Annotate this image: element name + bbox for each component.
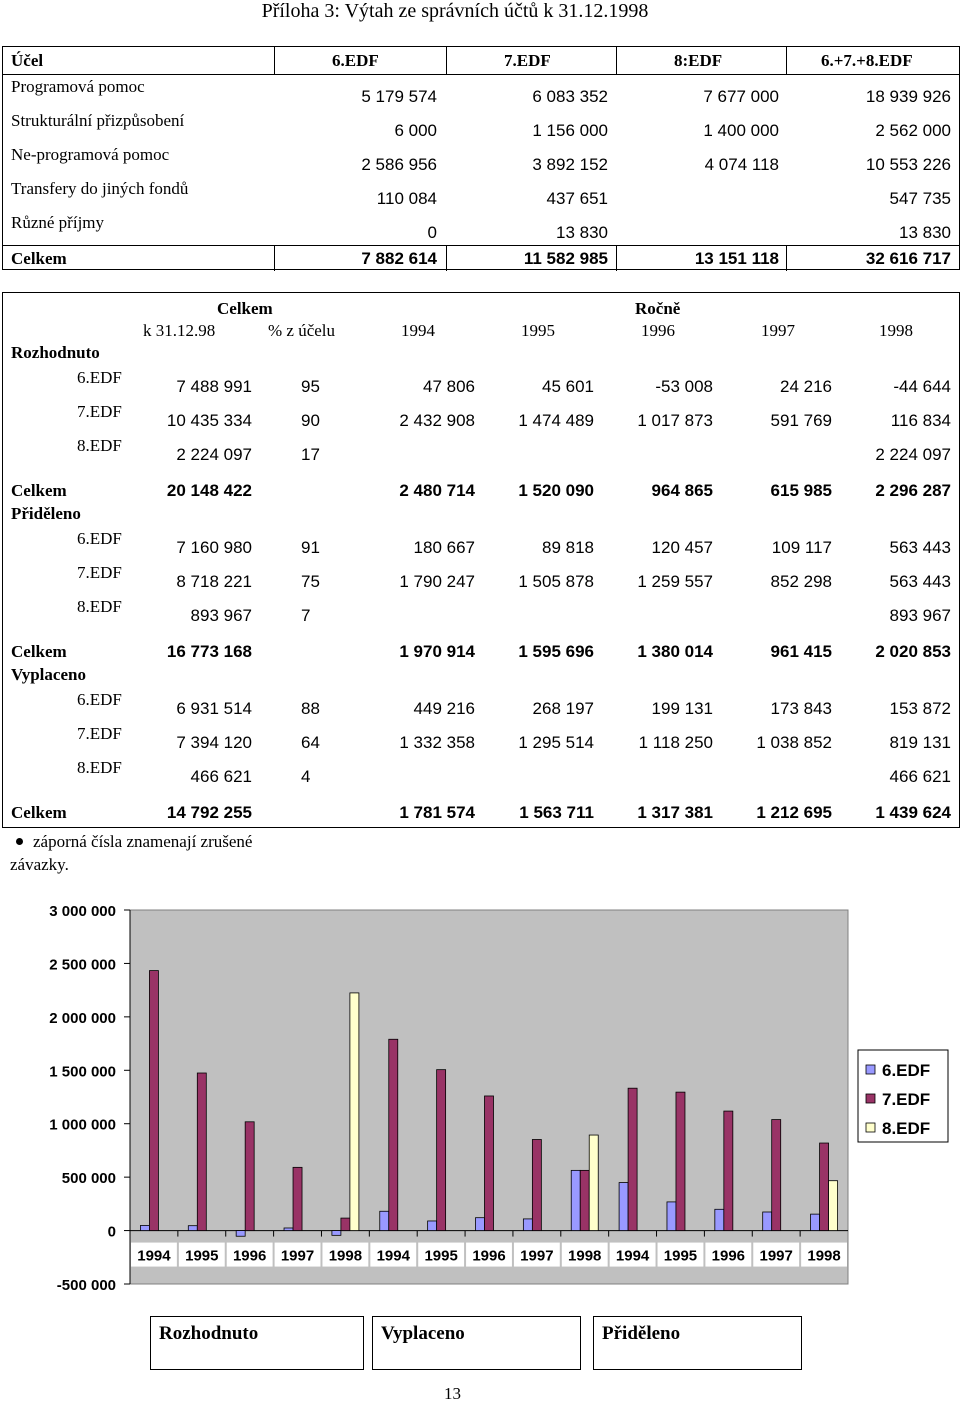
- cell-year-value: 449 216: [413, 699, 475, 718]
- bar-7edf: [772, 1120, 781, 1231]
- section-total-year: 615 985: [770, 481, 832, 500]
- cell-year-value: 2 432 908: [399, 411, 475, 430]
- bar-7edf: [820, 1143, 829, 1231]
- bar-6edf: [715, 1209, 724, 1230]
- bar-7edf: [245, 1122, 254, 1231]
- bar-7edf: [628, 1088, 637, 1230]
- cell-year-value: 563 443: [889, 572, 951, 591]
- bar-6edf: [236, 1231, 245, 1237]
- footnote: záporná čísla znamenají zrušené závazky.: [10, 832, 253, 874]
- cell-total: 7 488 991: [176, 377, 252, 396]
- page-number: 13: [444, 1384, 461, 1403]
- cell: 3 892 152: [532, 155, 608, 174]
- cell-year-value: 199 131: [651, 699, 713, 718]
- y-tick-label: 2 000 000: [49, 1009, 116, 1027]
- bar-6edf: [476, 1218, 485, 1231]
- header-7edf: 7.EDF: [504, 51, 551, 70]
- section-total-year: 2 480 714: [399, 481, 475, 500]
- row-label: Transfery do jiných fondů: [11, 179, 189, 198]
- row-label: Různé příjmy: [11, 213, 105, 232]
- header-year: 1994: [401, 321, 435, 340]
- bar-7edf: [389, 1039, 398, 1230]
- bar-7edf: [724, 1111, 733, 1230]
- legend-swatch: [866, 1065, 875, 1074]
- section-total-year: 2 296 287: [875, 481, 951, 500]
- cell: 0: [427, 223, 437, 242]
- header-purpose: Účel: [11, 51, 44, 70]
- cell-year-value: 1 259 557: [637, 572, 713, 591]
- cell-percent: 91: [301, 538, 320, 557]
- category-label: 1995: [663, 1247, 698, 1265]
- cell-year-value: 1 017 873: [637, 411, 713, 430]
- group-label-vyplaceno: Vyplaceno: [372, 1316, 581, 1370]
- bar-6edf: [380, 1211, 389, 1230]
- category-label: 1997: [280, 1247, 315, 1265]
- section-total-value: 14 792 255: [166, 803, 252, 822]
- edf-label: 7.EDF: [77, 724, 122, 743]
- bar-6edf: [332, 1231, 341, 1236]
- header-total: Celkem: [217, 299, 273, 318]
- bar-7edf: [580, 1170, 589, 1230]
- header-6edf: 6.EDF: [332, 51, 379, 70]
- edf-label: 8.EDF: [77, 597, 122, 616]
- cell-total: 10 435 334: [166, 411, 252, 430]
- cell-year-value: 153 872: [889, 699, 951, 718]
- cell-total: 893 967: [190, 606, 252, 625]
- cell-year-value: 819 131: [889, 733, 951, 752]
- y-tick-label: -500 000: [56, 1277, 116, 1294]
- cell-total: 6 931 514: [176, 699, 252, 718]
- category-label: 1996: [232, 1247, 267, 1265]
- cell-percent: 90: [301, 411, 320, 430]
- cell-year-value: 116 834: [890, 411, 951, 430]
- cell-year-value: 466 621: [889, 767, 951, 786]
- category-label: 1997: [520, 1247, 554, 1265]
- cell-year-value: 2 224 097: [875, 445, 951, 464]
- bar-8edf: [589, 1135, 598, 1231]
- header-year: 1995: [521, 321, 555, 340]
- header-total-date: k 31.12.98: [143, 321, 216, 340]
- edf-label: 6.EDF: [77, 690, 122, 709]
- cell: 1 400 000: [703, 121, 779, 140]
- section-total-year: 961 415: [770, 642, 832, 661]
- page-title: Příloha 3: Výtah ze správních účtů k 31.12.1998: [261, 0, 649, 22]
- section-total-year: 1 317 381: [637, 803, 713, 822]
- edf-label: 8.EDF: [77, 436, 122, 455]
- row-label: Strukturální přizpůsobení: [11, 111, 185, 130]
- cell-year-value: 1 118 250: [638, 733, 713, 752]
- cell: 110 084: [376, 189, 437, 208]
- header-percent: % z účelu: [268, 321, 336, 340]
- bar-7edf: [293, 1167, 302, 1230]
- bar-7edf: [485, 1096, 494, 1231]
- cell: 6 000: [394, 121, 437, 140]
- bar-7edf: [437, 1070, 446, 1231]
- bar-7edf: [341, 1218, 350, 1230]
- cell-year-value: 47 806: [423, 377, 475, 396]
- cell-percent: 17: [301, 445, 320, 464]
- bar-7edf: [676, 1092, 685, 1230]
- cell-total: 7 160 980: [176, 538, 252, 557]
- cell-total: 466 621: [190, 767, 252, 786]
- section-total-year: 1 595 696: [518, 642, 594, 661]
- cell: 2 586 956: [361, 155, 437, 174]
- bar-6edf: [811, 1214, 820, 1230]
- cell-percent: 95: [301, 377, 320, 396]
- cell-total: 7 394 120: [176, 733, 252, 752]
- cell: 547 735: [889, 189, 951, 208]
- group-label-rozhodnuto: Rozhodnuto: [150, 1316, 364, 1370]
- section-title: Přiděleno: [11, 504, 81, 523]
- category-label: 1994: [376, 1247, 410, 1265]
- section-total-year: 964 865: [651, 481, 713, 500]
- section-total-label: Celkem: [11, 642, 67, 661]
- cell: 13 830: [556, 223, 608, 242]
- cell-year-value: 1 332 358: [399, 733, 475, 752]
- cell-year-value: 1 295 514: [518, 733, 594, 752]
- cell-year-value: 109 117: [771, 538, 832, 557]
- section-total-year: 1 781 574: [399, 803, 475, 822]
- header-year: 1998: [879, 321, 913, 340]
- y-tick-label: 1 000 000: [49, 1116, 116, 1134]
- section-total-year: 1 970 914: [399, 642, 475, 661]
- category-label: 1995: [424, 1247, 458, 1265]
- legend-swatch: [866, 1094, 875, 1103]
- cell-year-value: 852 298: [770, 572, 832, 591]
- edf-label: 6.EDF: [77, 368, 122, 387]
- header-8edf: 8:EDF: [674, 51, 723, 70]
- cell: 1 156 000: [532, 121, 608, 140]
- header-annual: Ročně: [635, 299, 681, 318]
- cell-year-value: 45 601: [542, 377, 594, 396]
- total-cell: 7 882 614: [361, 249, 437, 268]
- cell-year-value: 173 843: [770, 699, 832, 718]
- y-tick-label: 2 500 000: [49, 956, 116, 974]
- edf-label: 8.EDF: [77, 758, 122, 777]
- cell-percent: 88: [301, 699, 320, 718]
- edf-label: 7.EDF: [77, 563, 122, 582]
- category-label: 1994: [137, 1247, 171, 1265]
- bar-6edf: [571, 1170, 580, 1230]
- section-total-label: Celkem: [11, 481, 67, 500]
- section-title: Rozhodnuto: [11, 343, 100, 362]
- bar-7edf: [532, 1139, 541, 1230]
- bar-8edf: [829, 1181, 838, 1231]
- header-year: 1997: [761, 321, 795, 340]
- y-tick-label: 3 000 000: [49, 903, 116, 920]
- bar-6edf: [284, 1228, 293, 1231]
- legend-label: 7.EDF: [882, 1090, 931, 1109]
- total-cell: 32 616 717: [865, 249, 951, 268]
- category-label: 1998: [568, 1247, 602, 1265]
- cell-year-value: 893 967: [889, 606, 951, 625]
- cell-year-value: 1 474 489: [518, 411, 594, 430]
- y-tick-label: 0: [107, 1223, 116, 1241]
- cell-year-value: -44 644: [893, 377, 951, 396]
- bar-6edf: [188, 1226, 197, 1231]
- bar-7edf: [197, 1073, 206, 1231]
- group-label-prideleno: Přiděleno: [593, 1316, 802, 1370]
- bullet-icon: [16, 838, 23, 845]
- cell-year-value: -53 008: [655, 377, 713, 396]
- commitments-chart: [0, 890, 960, 1300]
- section-total-year: 2 020 853: [875, 642, 951, 661]
- legend-swatch: [866, 1123, 875, 1132]
- section-total-value: 20 148 422: [166, 481, 252, 500]
- cell: 18 939 926: [865, 87, 951, 106]
- category-label: 1994: [615, 1247, 650, 1265]
- cell: 7 677 000: [703, 87, 779, 106]
- header-total-edf: 6.+7.+8.EDF: [821, 51, 913, 70]
- cell: 437 651: [546, 189, 608, 208]
- cell-year-value: 268 197: [532, 699, 594, 718]
- legend-label: 6.EDF: [882, 1061, 931, 1080]
- cell: 2 562 000: [875, 121, 951, 140]
- cell-year-value: 563 443: [889, 538, 951, 557]
- total-label: Celkem: [11, 249, 67, 268]
- bar-6edf: [140, 1225, 149, 1230]
- cell-percent: 4: [301, 767, 311, 786]
- total-cell: 11 582 985: [523, 249, 608, 268]
- cell-total: 2 224 097: [176, 445, 252, 464]
- cell: 6 083 352: [532, 87, 608, 106]
- cell: 4 074 118: [704, 155, 779, 174]
- bar-6edf: [667, 1202, 676, 1231]
- category-label: 1998: [807, 1247, 841, 1265]
- bar-7edf: [149, 971, 158, 1231]
- row-label: Ne-programová pomoc: [11, 145, 170, 164]
- edf-label: 7.EDF: [77, 402, 122, 421]
- cell-year-value: 180 667: [413, 538, 475, 557]
- bar-8edf: [350, 993, 359, 1231]
- section-total-year: 1 520 090: [518, 481, 594, 500]
- section-total-year: 1 212 695: [756, 803, 832, 822]
- cell: 5 179 574: [361, 87, 437, 106]
- section-total-year: 1 439 624: [875, 803, 951, 822]
- category-label: 1995: [185, 1247, 219, 1265]
- cell-total: 8 718 221: [176, 572, 252, 591]
- cell: 10 553 226: [865, 155, 951, 174]
- bar-6edf: [428, 1221, 437, 1231]
- category-label: 1997: [759, 1247, 793, 1265]
- cell-percent: 75: [301, 572, 320, 591]
- purpose-table: [2, 46, 960, 270]
- cell-year-value: 89 818: [542, 538, 594, 557]
- bar-6edf: [763, 1212, 772, 1231]
- commitments-table: [2, 292, 960, 828]
- cell-year-value: 120 457: [651, 538, 713, 557]
- category-label: 1996: [472, 1247, 506, 1265]
- total-cell: 13 151 118: [694, 249, 779, 268]
- section-total-year: 1 563 711: [519, 803, 594, 822]
- cell-percent: 64: [301, 733, 320, 752]
- cell-year-value: 1 790 247: [399, 572, 475, 591]
- row-label: Programová pomoc: [11, 77, 145, 96]
- legend-label: 8.EDF: [882, 1119, 931, 1138]
- section-total-year: 1 380 014: [637, 642, 713, 661]
- cell: 13 830: [899, 223, 951, 242]
- header-year: 1996: [641, 321, 675, 340]
- cell-year-value: 24 216: [780, 377, 832, 396]
- cell-percent: 7: [301, 606, 311, 625]
- cell-year-value: 1 505 878: [518, 572, 594, 591]
- cell-year-value: 591 769: [770, 411, 832, 430]
- edf-label: 6.EDF: [77, 529, 122, 548]
- section-title: Vyplaceno: [11, 665, 86, 684]
- category-label: 1998: [328, 1247, 363, 1265]
- y-tick-label: 1 500 000: [49, 1063, 116, 1081]
- y-tick-label: 500 000: [61, 1170, 116, 1188]
- section-total-label: Celkem: [11, 803, 67, 822]
- cell-year-value: 1 038 852: [756, 733, 832, 752]
- section-total-value: 16 773 168: [166, 642, 252, 661]
- bar-6edf: [619, 1183, 628, 1231]
- bar-6edf: [523, 1219, 532, 1231]
- category-label: 1996: [711, 1247, 746, 1265]
